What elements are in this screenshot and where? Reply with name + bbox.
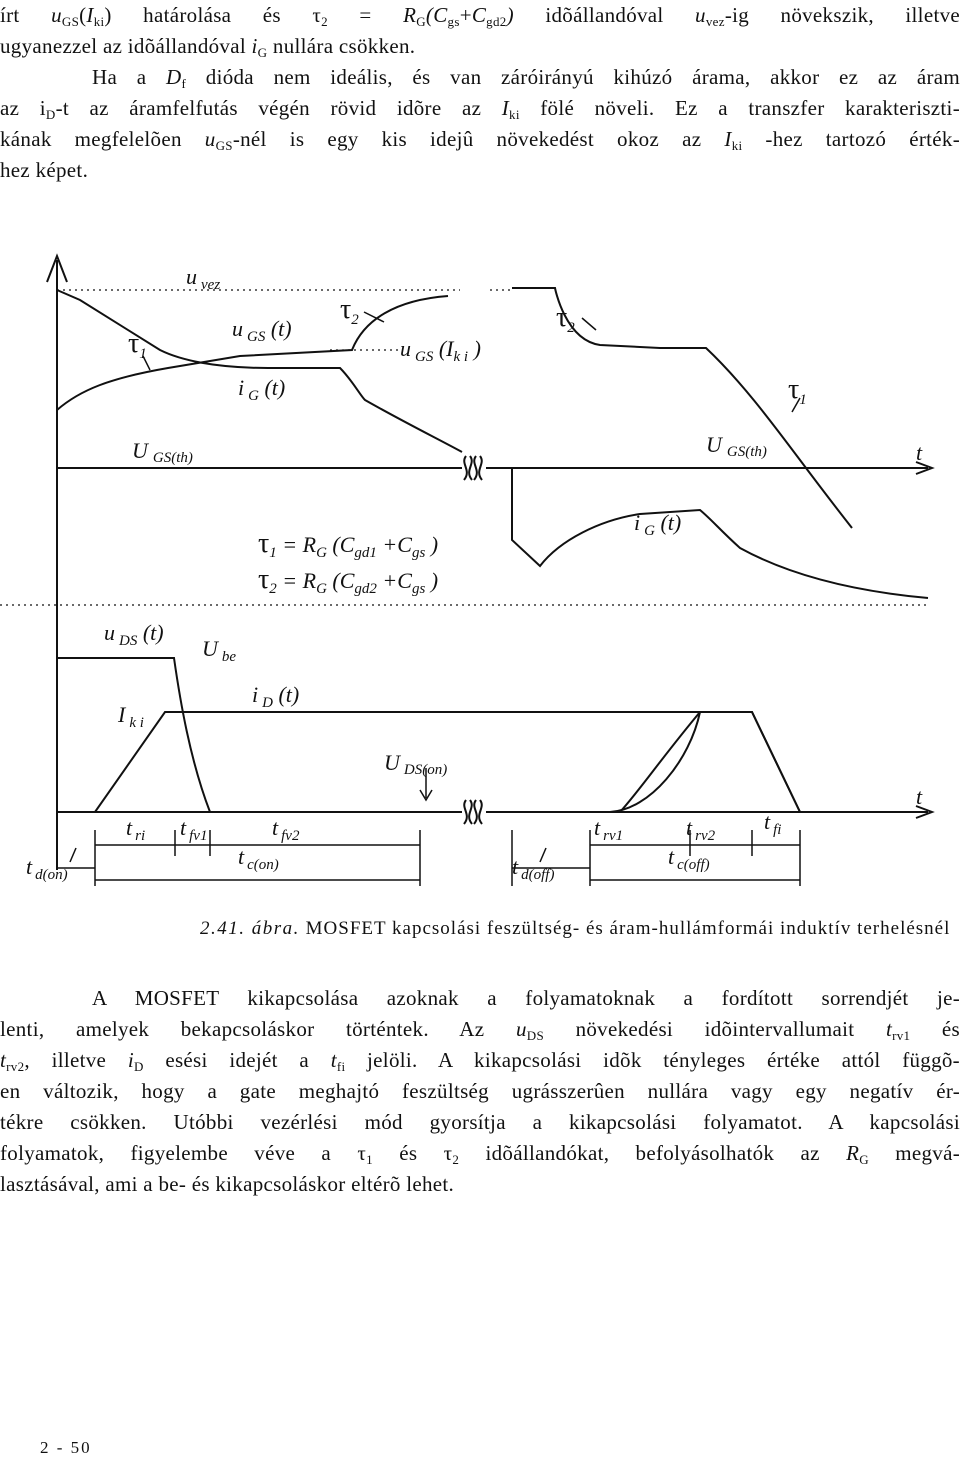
text: gd2 (486, 14, 507, 29)
body-line-1: A MOSFET kikapcsolása azoknak a folyamatoknak a fordított sorrendjét je- (92, 986, 960, 1010)
label-t-d-off: t $_{d(off)}$ (512, 854, 555, 883)
u-ds-turn-off-curve (486, 712, 800, 812)
text: fölé növeli. Ez a transzfer karakteriszti- (519, 96, 960, 120)
text: G (257, 45, 268, 60)
label-t-ri: t $_{ri}$ (126, 815, 146, 844)
label-u-be: U $_{be}$ (202, 636, 237, 665)
text: növekedési idõintervallumait (544, 1017, 886, 1041)
label-t-bottom: t (916, 784, 923, 809)
text: dióda nem ideális, és van záróirányú kihúzó árama, akkor ez az áram (186, 65, 960, 89)
text: t (885, 1017, 893, 1041)
text: kának megfelelõen (0, 127, 205, 151)
label-u-gs-th-left: U GS(th) (132, 438, 193, 466)
text: f (181, 76, 187, 91)
text: C (433, 3, 448, 27)
text: -nél is egy kis idejû növekedést okoz az (232, 127, 725, 151)
text: , illetve (24, 1048, 128, 1072)
label-t-c-off: t $_{c(off)}$ (668, 844, 710, 873)
text: G (859, 1152, 869, 1167)
label-u-vez: u $_{vez}$ (186, 264, 221, 293)
gate-axis-break-right (474, 456, 482, 480)
text: ( (425, 3, 434, 27)
text: GS (215, 138, 233, 153)
text: GS (61, 14, 80, 29)
text: u (695, 3, 706, 27)
label-t-d-on: t $_{d(on)}$ (26, 854, 68, 883)
text: ugyanezzel az idõállandóval (0, 34, 252, 58)
text: jelöli. A kikapcsolási idõk tényleges értéke attól függõ- (345, 1048, 960, 1072)
body-line-3 (0, 1045, 960, 1076)
text: R (403, 3, 417, 27)
text: fi (336, 1059, 346, 1074)
text: DS (526, 1028, 544, 1043)
text: + (459, 3, 472, 27)
equation-tau1: $\tau_1 = R_G$ ($C_{gd1} +C_{gs}$ ) (258, 528, 439, 561)
caption-text: MOSFET kapcsolási feszültség- és áram-hullámformái induktív terhelésnél (299, 918, 951, 939)
text: D (45, 107, 56, 122)
label-tau1-right: $\tau_1$ (788, 374, 807, 408)
text: D (133, 1059, 144, 1074)
text: u (204, 127, 216, 151)
text: rv1 (892, 1028, 911, 1043)
text: vez (705, 14, 725, 29)
body-line-4: en változik, hogy a gate meghajtó feszültség ugrásszerûen nullára vagy egy negatív ér- (0, 1079, 960, 1103)
label-u-ds-t: u $_{DS}$ (t) (104, 620, 164, 649)
text: ) határolása és τ (104, 3, 322, 27)
figure-caption (200, 918, 950, 940)
label-tau2-mid: $\tau_2$ (340, 294, 359, 328)
body-line-5: tékre csökken. Utóbbi vezérlési mód gyorsítja a kikapcsolási folyamatot. A kapcsolási (0, 1110, 960, 1134)
text: ki (509, 107, 520, 122)
label-i-g-t-left: i $_G$ (t) (238, 375, 286, 404)
i-g-turn-on-curve (57, 290, 462, 452)
label-tau1-left: $\tau_1$ (128, 328, 147, 362)
label-u-gs-iki: u $_{GS}$ ($I_{k i}$ ) (400, 336, 481, 365)
text: -hez tartozó érték- (742, 127, 960, 151)
text: 2 (452, 1152, 460, 1167)
i-g-turn-off-curve (512, 468, 928, 598)
text: D (166, 65, 182, 89)
text: = (327, 3, 404, 27)
text: és τ (372, 1141, 453, 1165)
body-line-6 (0, 1138, 960, 1169)
text: G (416, 14, 426, 29)
body-line-7: lasztásával, ami a be- és kikapcsoláskor eltérõ lehet. (0, 1172, 455, 1196)
tau2-right-pointer (582, 318, 596, 330)
label-t-fi: t $_{fi}$ (764, 809, 782, 838)
text: nullára csökken. (267, 34, 416, 58)
text: u (51, 3, 62, 27)
text: C (471, 3, 487, 27)
text: lenti, amelyek bekapcsoláskor történtek. Az (0, 1017, 516, 1041)
label-i-ki: I $_{k i}$ (118, 702, 144, 731)
gate-axis-break-left (464, 456, 472, 480)
text: folyamatok, figyelembe véve a τ (0, 1141, 367, 1165)
intro-line-6: hez képet. (0, 158, 89, 182)
drain-axis-break-left (464, 800, 472, 824)
td-on-pointer (70, 848, 76, 862)
text: és (910, 1017, 960, 1041)
label-t-rv2: t $_{rv2}$ (686, 815, 716, 844)
caption-label: 2.41. ábra. (200, 918, 300, 939)
label-i-d-t: i $_D$ (t) (252, 682, 300, 711)
label-u-gs-th-right: U GS(th) (706, 432, 767, 460)
page-number: 2 - 50 (40, 1438, 92, 1457)
label-t-top: t (916, 440, 923, 465)
text: I (724, 127, 732, 151)
text: megvá- (868, 1141, 960, 1165)
label-t-fv1: t $_{fv1}$ (180, 815, 208, 844)
text: írt (0, 3, 52, 27)
text: -t az áramfelfutás végén rövid idõre az (55, 96, 502, 120)
text: idõállandóval (513, 3, 696, 27)
text: i (127, 1048, 134, 1072)
text: rv2 (6, 1059, 25, 1074)
td-off-pointer (540, 848, 546, 862)
text: idõállandókat, befolyásolhatók az (459, 1141, 847, 1165)
text: t (330, 1048, 337, 1072)
text: 2 (321, 14, 328, 29)
text: 1 (366, 1152, 373, 1167)
text: t (0, 1048, 7, 1072)
label-t-c-on: t $_{c(on)}$ (238, 844, 279, 873)
text: -ig növekszik, illetve (724, 3, 960, 27)
text: I (501, 96, 510, 120)
equation-tau2: $\tau_2 = R_G$ ($C_{gd2} +C_{gs}$ ) (258, 564, 439, 597)
text: ) (506, 3, 514, 27)
text: u (515, 1017, 527, 1041)
text: I (86, 3, 94, 27)
figure-curves (47, 256, 932, 870)
label-u-gs-t: u $_{GS}$ (t) (232, 316, 292, 345)
text: Ha a (92, 65, 167, 89)
label-u-ds-on: U DS(on) (384, 750, 448, 778)
body-line-2 (0, 1014, 960, 1045)
drain-axis-break-right (474, 800, 482, 824)
text: ki (93, 14, 105, 29)
label-t-rv1: t $_{rv1}$ (594, 815, 624, 844)
text: i (251, 34, 258, 58)
text: az i (0, 96, 46, 120)
label-i-g-t-right: i $_G$ (t) (634, 510, 682, 539)
label-t-fv2: t $_{fv2}$ (272, 815, 300, 844)
text: ( (79, 3, 87, 27)
label-tau2-right: $\tau_2$ (556, 302, 575, 336)
text: esési idejét a (143, 1048, 331, 1072)
text: ki (731, 138, 743, 153)
text: R (846, 1141, 860, 1165)
body-paragraph (0, 983, 960, 1200)
text: gs (447, 14, 460, 29)
